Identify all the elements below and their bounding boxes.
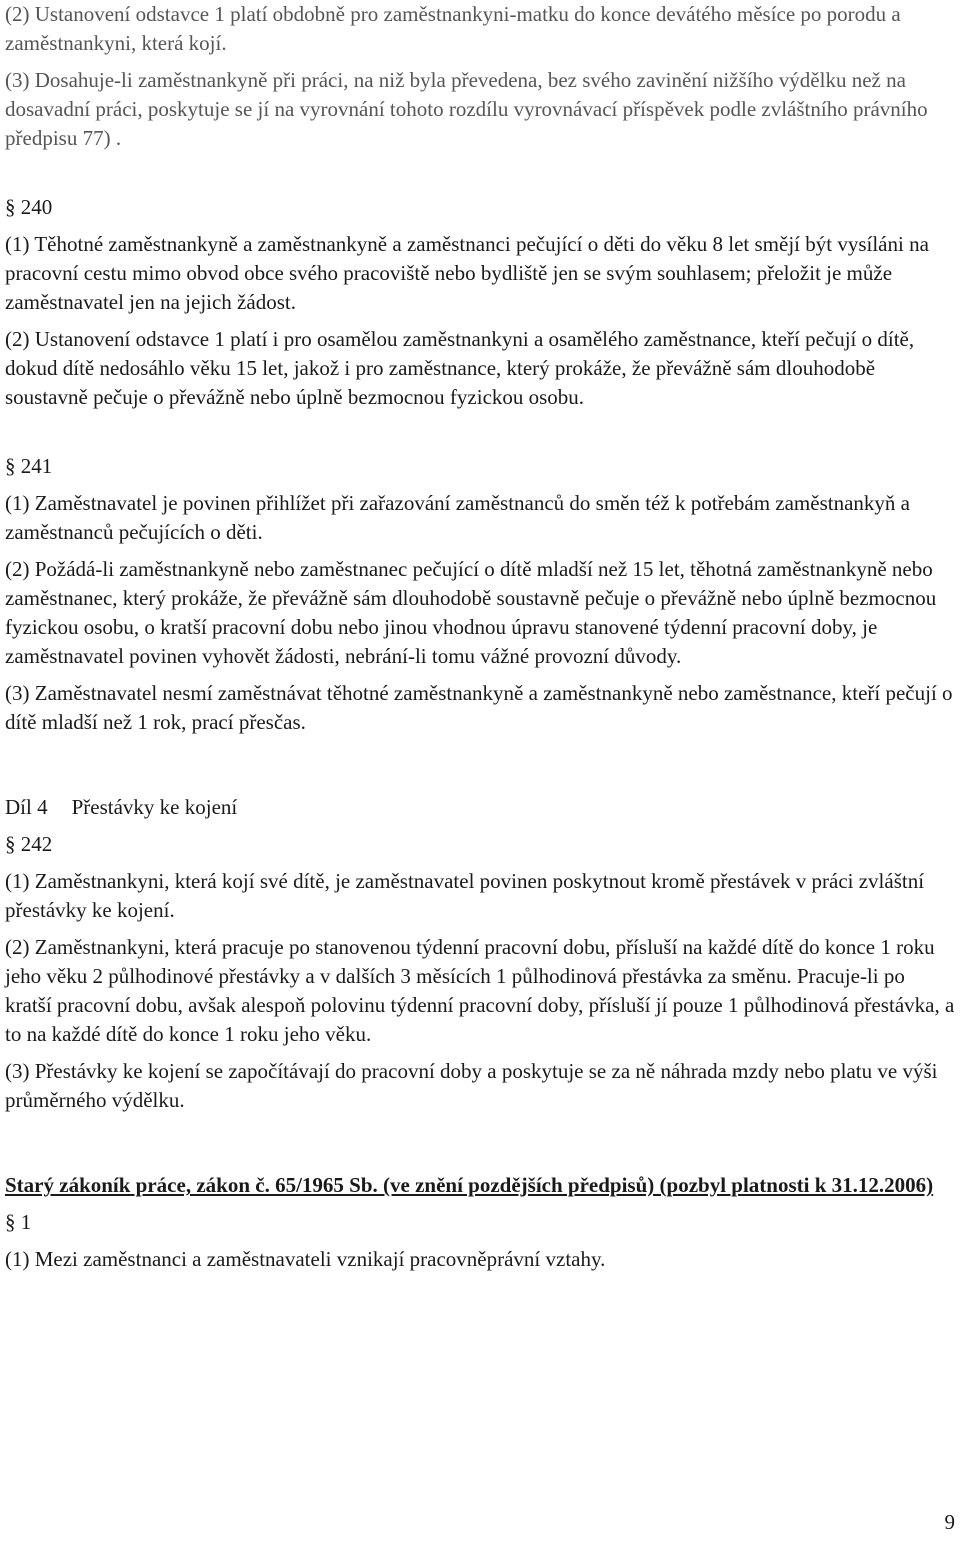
page-number: 9	[944, 1510, 955, 1534]
part-heading	[5, 793, 955, 822]
paragraph-241-3: (3) Zaměstnavatel nesmí zaměstnávat těhotné zaměstnankyně a zaměstnankyně nebo zaměstnance, kteří pečují o dítě mladší než 1 rok, prací přesčas.	[5, 681, 953, 734]
section-heading-1: § 1	[5, 1210, 32, 1234]
paragraph-old-1: (1) Mezi zaměstnanci a zaměstnavateli vznikají pracovněprávní vztahy.	[5, 1247, 606, 1271]
paragraph-top-3: (3) Dosahuje-li zaměstnankyně při práci, na niž byla převedena, bez svého zavinění nižšího výdělku než na dosavadní práci, poskytuje se jí na vyrovnání tohoto rozdílu vyrovnávací příspěvek podle zvláštního právního předpisu 77) .	[5, 68, 928, 150]
part-title: Přestávky ke kojení	[71, 795, 238, 819]
paragraph-240-2: (2) Ustanovení odstavce 1 platí i pro osamělou zaměstnankyni a osamělého zaměstnance, kteří pečují o dítě, dokud dítě nedosáhlo věku 15 let, jakož i pro zaměstnance, který prokáže, že převážně sám dlouhodobě soustavně pečuje o převážně nebo úplně bezmocnou fyzickou osobu.	[5, 327, 915, 409]
paragraph-241-2: (2) Požádá-li zaměstnankyně nebo zaměstnanec pečující o dítě mladší než 15 let, těhotná zaměstnankyně nebo zaměstnanec, který prokáže, že převážně sám dlouhodobě soustavně pečuje o převážně nebo úplně bezmocnou fyzickou osobu, o kratší pracovní dobu nebo jinou vhodnou úpravu stanovené týdenní pracovní doby, je zaměstnavatel povinen vyhovět žádosti, nebrání-li tomu vážné provozní důvody.	[5, 557, 937, 668]
paragraph-top-2: (2) Ustanovení odstavce 1 platí obdobně pro zaměstnankyni-matku do konce devátého měsíce po porodu a zaměstnankyni, která kojí.	[5, 2, 901, 55]
part-label: Díl 4	[5, 795, 48, 819]
section-heading-240: § 240	[5, 195, 53, 219]
paragraph-242-1: (1) Zaměstnankyni, která kojí své dítě, je zaměstnavatel povinen poskytnout kromě přestávek v práci zvláštní přestávky ke kojení.	[5, 869, 925, 922]
section-heading-241: § 241	[5, 454, 53, 478]
section-heading-242: § 242	[5, 832, 53, 856]
paragraph-242-3: (3) Přestávky ke kojení se započítávají do pracovní doby a poskytuje se za ně náhrada mzdy nebo platu ve výši průměrného výdělku.	[5, 1059, 938, 1112]
old-code-title: Starý zákoník práce, zákon č. 65/1965 Sb. (ve znění pozdějších předpisů) (pozbyl platnosti k 31.12.2006)	[5, 1173, 934, 1197]
document-page	[5, 0, 955, 1274]
paragraph-242-2: (2) Zaměstnankyni, která pracuje po stanovenou týdenní pracovní dobu, přísluší na každé dítě do konce 1 roku jeho věku 2 půlhodinové přestávky a v dalších 3 měsících 1 půlhodinová přestávka za směnu. Pracuje-li po kratší pracovní dobu, avšak alespoň polovinu týdenní pracovní doby, přísluší jí pouze 1 půlhodinová přestávka, a to na každé dítě do konce 1 roku jeho věku.	[5, 935, 955, 1046]
paragraph-240-1: (1) Těhotné zaměstnankyně a zaměstnankyně a zaměstnanci pečující o děti do věku 8 let smějí být vysíláni na pracovní cestu mimo obvod obce svého pracoviště nebo bydliště jen se svým souhlasem; přeložit je může zaměstnavatel jen na jejich žádost.	[5, 232, 929, 314]
paragraph-241-1: (1) Zaměstnavatel je povinen přihlížet při zařazování zaměstnanců do směn též k potřebám zaměstnankyň a zaměstnanců pečujících o děti.	[5, 491, 910, 544]
